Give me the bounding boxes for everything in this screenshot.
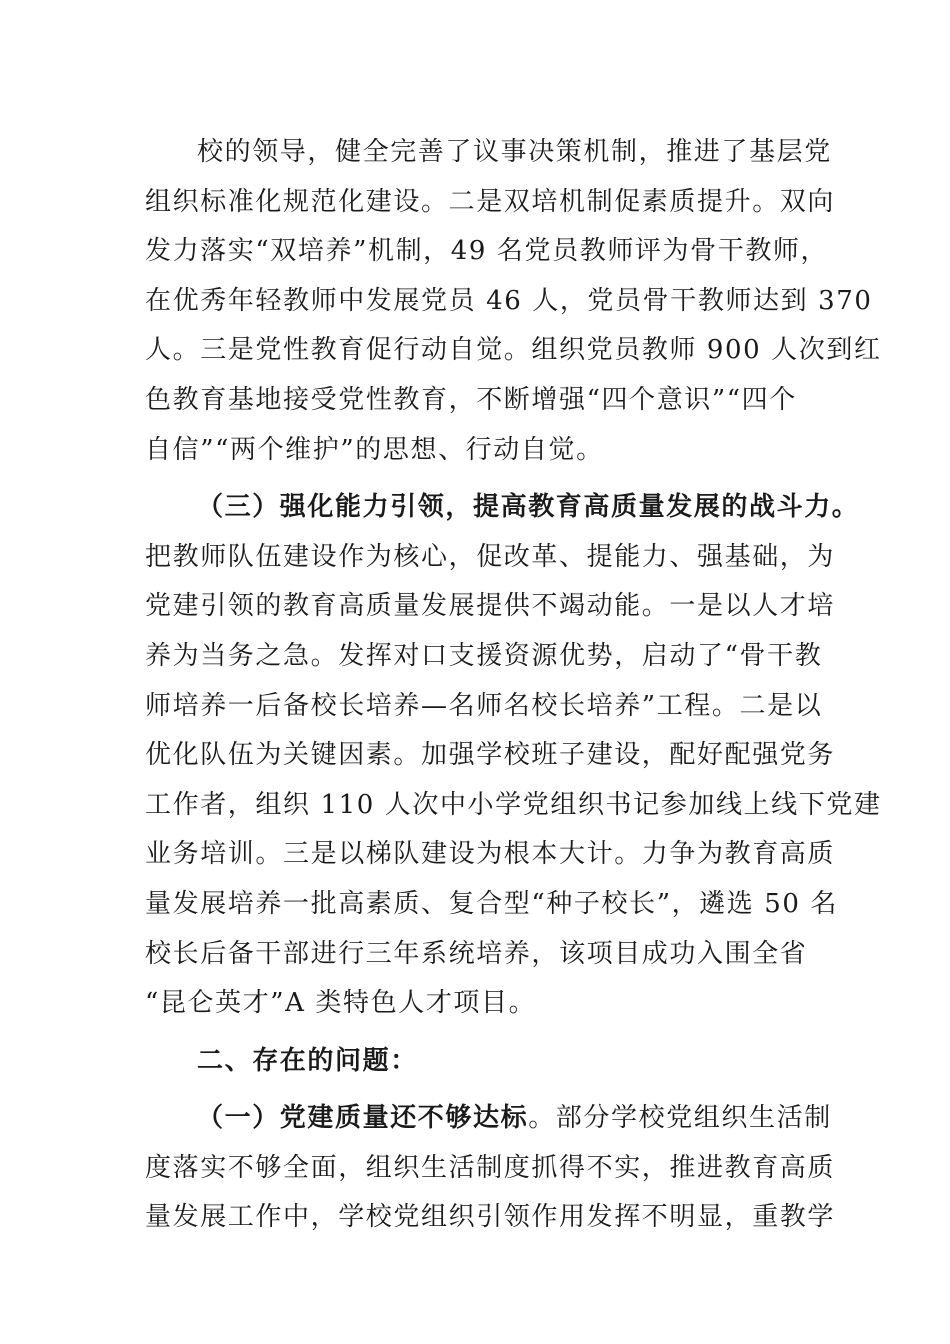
paragraph-line: 优化队伍为关键因素。加强学校班子建设，配好配强党务 [145, 740, 836, 771]
paragraph-line: 发力落实“双培养”机制，49 名党员教师评为骨干教师， [145, 236, 829, 267]
section-heading-three: （三）强化能力引领，提高教育高质量发展的战斗力。 [197, 492, 860, 523]
paragraph-line: 业务培训。三是以梯队建设为根本大计。力争为教育高质 [145, 839, 836, 870]
paragraph-line: 人。三是党性教育促行动自觉。组织党员教师 900 人次到红 [145, 335, 882, 366]
paragraph-line: 养为当务之急。发挥对口支援资源优势，启动了“骨干教 [145, 640, 823, 671]
document-body [145, 128, 882, 1243]
paragraph-line: 组织标准化规范化建设。二是双培机制促素质提升。双向 [145, 186, 836, 217]
paragraph-line: 党建引领的教育高质量发展提供不竭动能。一是以人才培 [145, 591, 836, 622]
paragraph-line: 自信”“两个维护”的思想、行动自觉。 [145, 434, 604, 465]
paragraph-line: 师培养一后备校长培养—名师名校长培养”工程。二是以 [145, 690, 823, 721]
paragraph-text: 。部分学校党组织生活制 [528, 1103, 832, 1134]
subsection-heading-one: （一）党建质量还不够达标 [197, 1103, 529, 1134]
paragraph-line: “昆仑英才”A 类特色人才项目。 [145, 988, 537, 1019]
paragraph-line: 校长后备干部进行三年系统培养，该项目成功入围全省 [145, 938, 808, 969]
paragraph-line: 工作者，组织 110 人次中小学党组织书记参加线上线下党建 [145, 789, 882, 820]
paragraph-line: 量发展工作中，学校党组织引领作用发挥不明显，重教学 [145, 1202, 836, 1233]
paragraph-line [145, 1094, 832, 1144]
paragraph-line: 色教育基地接受党性教育，不断增强“四个意识”“四个 [145, 384, 797, 415]
paragraph-line: 度落实不够全面，组织生活制度抓得不实，推进教育高质 [145, 1152, 836, 1183]
paragraph-line: 把教师队伍建设作为核心，促改革、提能力、强基础，为 [145, 541, 836, 572]
paragraph-line: 量发展培养一批高素质、复合型“种子校长”，遴选 50 名 [145, 888, 838, 919]
paragraph-line: 在优秀年轻教师中发展党员 46 人，党员骨干教师达到 370 [145, 285, 873, 316]
section-heading-problems: 二、存在的问题： [197, 1045, 418, 1076]
paragraph-line: 校的领导，健全完善了议事决策机制，推进了基层党 [197, 137, 832, 167]
